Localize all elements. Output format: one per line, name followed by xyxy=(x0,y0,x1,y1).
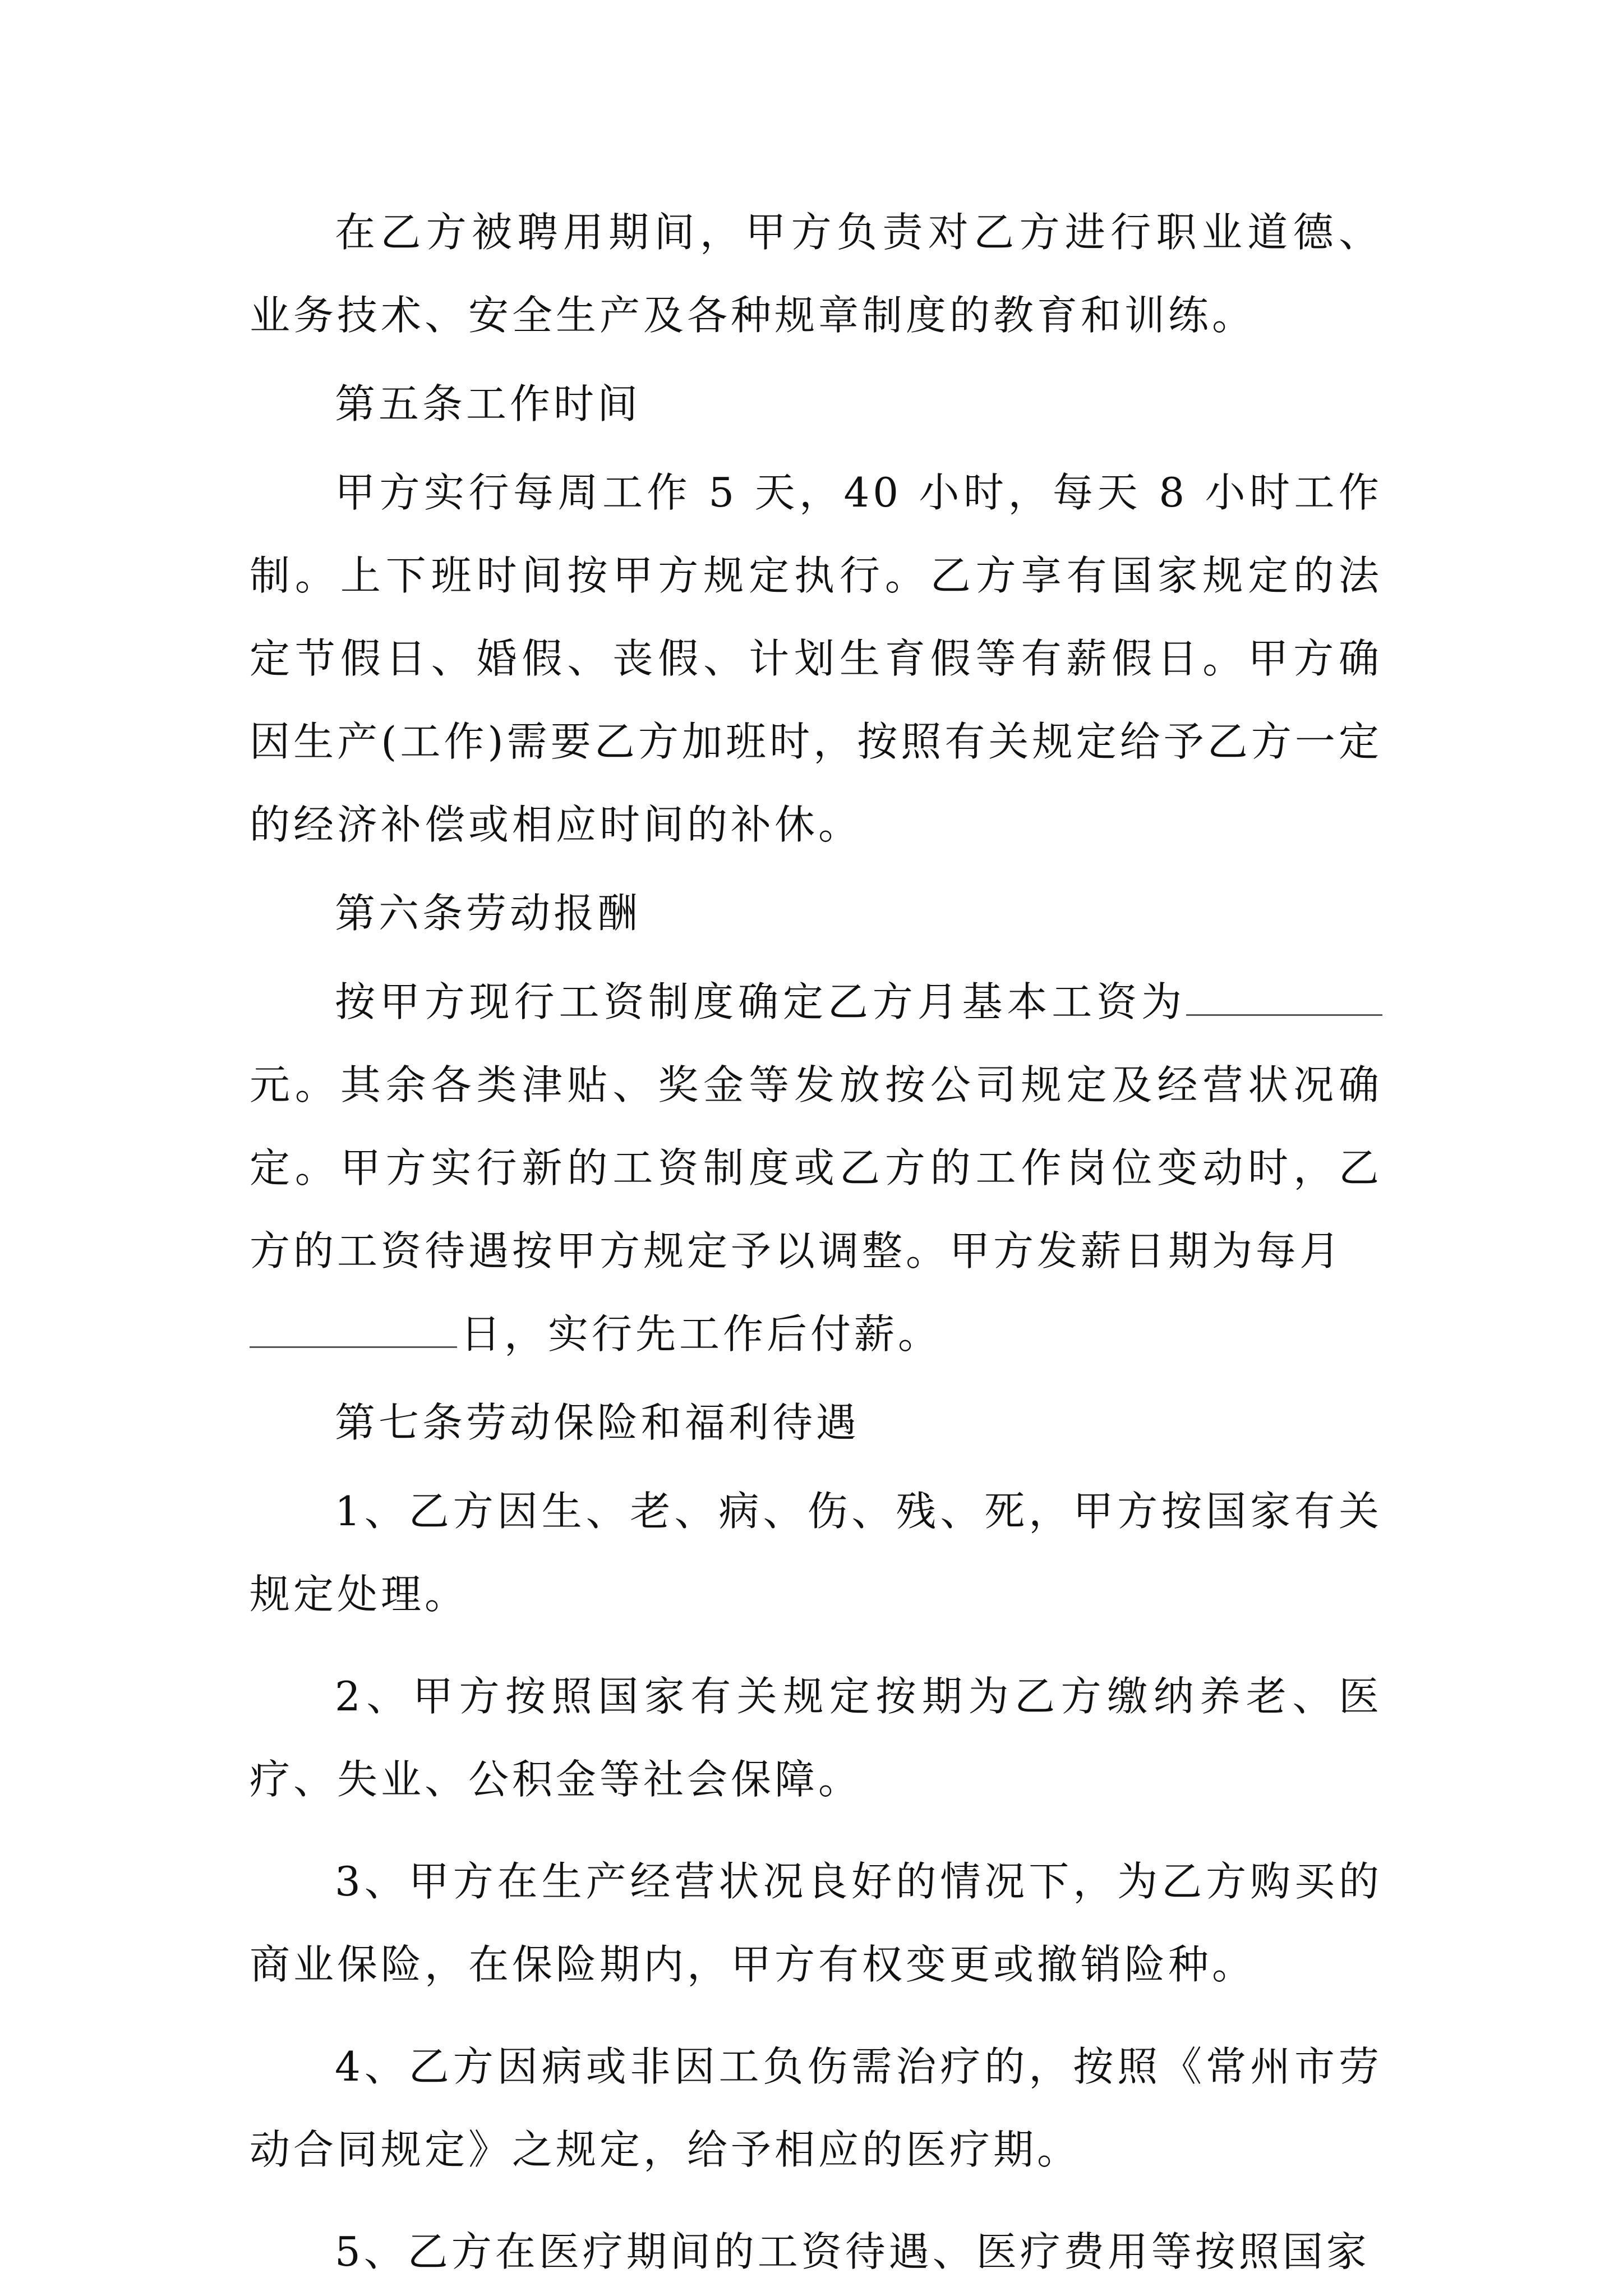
article-7-item-3: 3、甲方在生产经营状况良好的情况下，为乙方购买的商业保险，在保险期内，甲方有权变更或撤销险种。 xyxy=(250,1858,1382,1988)
article-6-text-allowances: 元。其余各类津贴、奖金等发放按公司规定及经营状况确定。甲方实行新的工资制度或乙方的工作岗位变动时，乙方的工资待遇按甲方规定予以调整。甲方发薪日期为每月 xyxy=(250,1061,1382,1274)
article-6-body xyxy=(250,960,1382,1375)
article-5-heading: 第五条工作时间 xyxy=(335,380,642,427)
article-6-heading: 第六条劳动报酬 xyxy=(335,890,642,937)
payday-blank-field[interactable] xyxy=(250,1313,457,1348)
article-7-item-4: 4、乙方因病或非因工负伤需治疗的，按照《常州市劳动合同规定》之规定，给予相应的医疗期。 xyxy=(250,2043,1382,2173)
article-7-item-5: 5、乙方在医疗期间的工资待遇、医疗费用等按照国家 xyxy=(335,2228,1370,2275)
paragraph-training: 在乙方被聘用期间，甲方负责对乙方进行职业道德、业务技术、安全生产及各种规章制度的教育和训练。 xyxy=(250,209,1382,339)
article-6-text-payday: 日，实行先工作后付薪。 xyxy=(460,1310,942,1358)
salary-blank-field[interactable] xyxy=(1186,981,1382,1016)
article-5-body: 甲方实行每周工作 5 天，40 小时，每天 8 小时工作制。上下班时间按甲方规定执行。乙方享有国家规定的法定节假日、婚假、丧假、计划生育假等有薪假日。甲方确因生产(工作)需要乙方加班时，按照有关规定给予乙方一定的经济补偿或相应时间的补休。 xyxy=(250,469,1382,848)
article-6-text-salary: 按甲方现行工资制度确定乙方月基本工资为 xyxy=(335,978,1186,1025)
article-7-heading: 第七条劳动保险和福利待遇 xyxy=(335,1399,860,1446)
article-7-item-2: 2、甲方按照国家有关规定按期为乙方缴纳养老、医疗、失业、公积金等社会保障。 xyxy=(250,1673,1382,1803)
document-page xyxy=(250,191,1382,2293)
article-7-item-1: 1、乙方因生、老、病、伤、残、死，甲方按国家有关规定处理。 xyxy=(250,1488,1382,1618)
